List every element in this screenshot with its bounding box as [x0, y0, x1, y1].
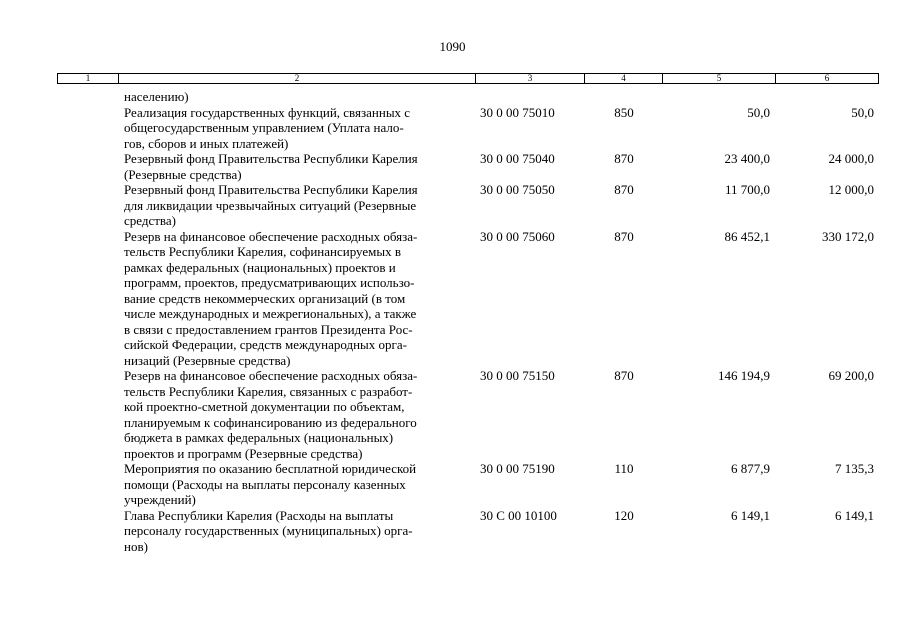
description-line: для ликвидации чрезвычайных ситуаций (Резервные — [124, 197, 417, 213]
description-line: помощи (Расходы на выплаты персоналу казенных — [124, 476, 406, 492]
description-line: нов) — [124, 538, 148, 554]
description-line: бюджета в рамках федеральных (национальных) — [124, 430, 394, 445]
row-description — [124, 105, 469, 152]
row-value-year-1: 6 149,1 — [731, 507, 770, 523]
row-code: 30 0 00 75150 — [480, 368, 555, 383]
row-expense-type: 870 — [614, 182, 634, 197]
description-line: учреждений) — [124, 492, 196, 507]
column-header-5: 5 — [663, 74, 776, 83]
row-description — [124, 368, 469, 461]
description-line: гов, сборов и иных платежей) — [124, 135, 289, 151]
page-number: 1090 — [439, 39, 466, 54]
description-line: числе международных и межрегиональных), а также — [124, 306, 417, 321]
column-header-1: 1 — [58, 74, 119, 83]
row-expense-type: 870 — [614, 151, 634, 166]
table-row — [0, 151, 905, 182]
description-line: кой проектно-сметной документации по объектам, — [124, 399, 405, 414]
row-expense-type: 870 — [614, 228, 634, 244]
column-header-2: 2 — [119, 74, 476, 83]
row-value-year-2: 50,0 — [851, 104, 874, 120]
description-line: сийской Федерации, средств международных орга- — [124, 337, 407, 352]
description-line: Глава Республики Карелия (Расходы на выплаты — [124, 507, 394, 523]
description-line: тельств Республики Карелия, софинансируемых в — [124, 244, 401, 259]
description-line: проектов и программ (Резервные средства) — [124, 445, 363, 461]
description-line: Резерв на финансовое обеспечение расходных обяза- — [124, 228, 418, 244]
table-row — [0, 229, 905, 369]
table-row — [0, 105, 905, 152]
description-line: населению) — [124, 89, 189, 104]
row-description — [124, 461, 469, 508]
table-row — [0, 508, 905, 555]
description-line: Резервный фонд Правительства Республики Карелия — [124, 182, 418, 197]
row-description — [124, 182, 469, 229]
row-description — [124, 151, 469, 182]
column-header-6: 6 — [824, 73, 830, 83]
row-value-year-1: 86 452,1 — [724, 228, 770, 244]
column-header-4: 4 — [585, 74, 663, 83]
table-row — [0, 182, 905, 229]
row-code: 30 0 00 75050 — [480, 182, 555, 197]
row-description — [124, 89, 469, 105]
row-code: 30 0 00 75190 — [480, 461, 555, 476]
description-line: средства) — [124, 213, 176, 228]
description-line: низаций (Резервные средства) — [124, 352, 291, 368]
table-body — [0, 89, 905, 554]
row-value-year-1: 6 877,9 — [731, 461, 770, 476]
row-description — [124, 508, 469, 555]
table-header — [57, 73, 879, 84]
row-description — [124, 229, 469, 369]
description-line: рамках федеральных (национальных) проектов и — [124, 259, 396, 275]
description-line: в связи с предоставлением грантов Президента Рос- — [124, 321, 413, 337]
table-row — [0, 461, 905, 508]
description-line: общегосударственным управлением (Уплата нало- — [124, 120, 404, 135]
row-value-year-2: 69 200,0 — [828, 368, 874, 383]
description-line: (Резервные средства) — [124, 166, 242, 182]
description-line: Резервный фонд Правительства Республики Карелия — [124, 151, 418, 166]
row-value-year-2: 7 135,3 — [835, 461, 874, 476]
row-code: 30 0 00 75040 — [480, 151, 555, 166]
description-line: тельств Республики Карелия, связанных с разработ- — [124, 383, 413, 399]
row-expense-type: 110 — [614, 461, 634, 476]
description-line: Резерв на финансовое обеспечение расходных обяза- — [124, 368, 418, 383]
row-code: 30 0 00 75060 — [480, 228, 555, 244]
row-expense-type: 850 — [614, 104, 634, 120]
table-row — [0, 89, 905, 105]
row-expense-type: 120 — [614, 507, 634, 523]
table-row — [0, 368, 905, 461]
row-value-year-1: 23 400,0 — [724, 151, 770, 166]
column-header-3: 3 — [476, 74, 585, 83]
row-value-year-1: 11 700,0 — [724, 182, 770, 197]
description-line: планируемым к софинансированию из федерального — [124, 414, 417, 430]
row-value-year-2: 24 000,0 — [828, 151, 874, 166]
description-line: персоналу государственных (муниципальных) орга- — [124, 523, 413, 538]
description-line: вание средств некоммерческих организаций (в том — [124, 290, 406, 306]
row-value-year-2: 12 000,0 — [828, 182, 874, 197]
row-code: 30 0 00 75010 — [480, 104, 555, 120]
row-value-year-1: 146 194,9 — [718, 368, 770, 383]
row-value-year-2: 6 149,1 — [835, 507, 874, 523]
row-value-year-1: 50,0 — [747, 104, 770, 120]
description-line: Реализация государственных функций, связанных с — [124, 104, 411, 120]
row-value-year-2: 330 172,0 — [822, 228, 874, 244]
row-expense-type: 870 — [614, 368, 634, 383]
description-line: программ, проектов, предусматривающих использо- — [124, 275, 415, 290]
row-code: 30 С 00 10100 — [480, 507, 557, 523]
description-line: Мероприятия по оказанию бесплатной юридической — [124, 461, 417, 476]
